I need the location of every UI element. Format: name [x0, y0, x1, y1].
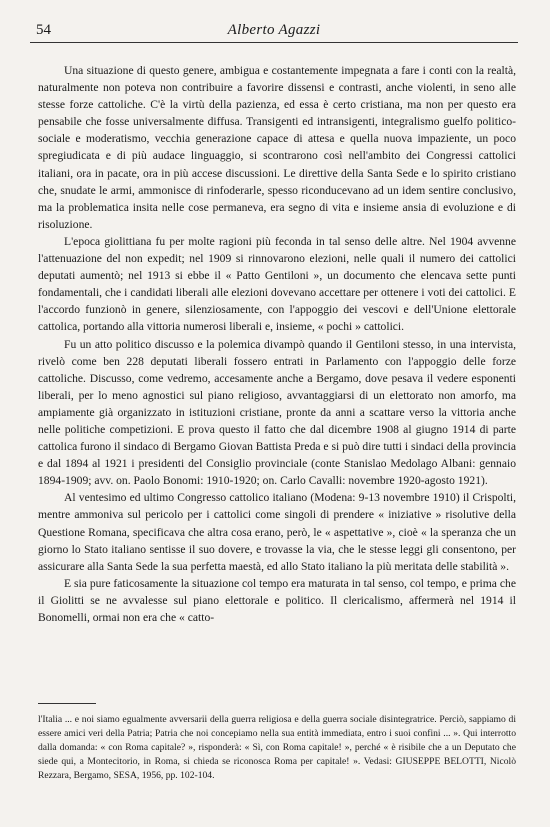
- body-text: [38, 62, 516, 626]
- footnote-text: l'Italia ... e noi siamo egualmente avversarii della guerra religiosa e della guerra sociale disintegratrice. Perciò, sappiamo di essere amici veri della Patria; Patria che noi concepiamo nella sua entità immediata, entro i suoi confini ... ». Qui interrotto dalla domanda: « con Roma capitale? », risponderà: « Sì, con Roma capitale! », perché « è risibile che a un Deputato che siede qui, a Montecitorio, in Roma, si chieda se riconosca Roma per capitale! ». Vedasi: GIUSEPPE BELOTTI, Nicolò Rezzara, Bergamo, SESA, 1956, pp. 102-104.: [38, 714, 516, 782]
- footnote-rule: [38, 703, 96, 704]
- paragraph-2: L'epoca giolittiana fu per molte ragioni più feconda in tal senso delle altre. Nel 1904 avvenne l'attenuazione del non expedit; nel 1909 si rinnovarono elezioni, nelle quali il numero dei cattolici deputati aumentò; nel 1913 si ebbe il « Patto Gentiloni », un documento che elencava sette punti fondamentali, che i candidati liberali alle elezioni dovevano accettare per ottenere i voti dei cattolici. E l'accordo funzionò in genere, silenziosamente, con l'appoggio dei vescovi e dell'Unione elettorale cattolica, portando alla vittoria numerosi liberali e, insieme, « pochi » cattolici.: [38, 234, 516, 334]
- page-header: [30, 20, 518, 43]
- running-title: Alberto Agazzi: [227, 22, 321, 38]
- paragraph-4: Al ventesimo ed ultimo Congresso cattolico italiano (Modena: 9-13 novembre 1910) il Crispolti, mentre ammoniva sul pericolo per i cattolici come singoli di prendere « iniziative » risolutive della Questione Romana, specificava che altra cosa erano, però, le « aspettative », cioè « la speranza che un giorno lo Stato italiano sentisse il suo dovere, e trovasse la via, che le stesse leggi gli consentono, per assicurare alla Santa Sede la sua perfetta maestà, ed allo Stato italiano la più meritata delle stabilità ».: [38, 491, 516, 573]
- paragraph-5: E sia pure faticosamente la situazione col tempo era maturata in tal senso, col tempo, e prima che il Giolitti se ne avvalesse sul piano elettorale e politico. Il clericalismo, affermerà nel 1914 il Bonomelli, ormai non era che « catto-: [38, 576, 516, 624]
- paragraph-1: Una situazione di questo genere, ambigua e costantemente impegnata a fare i conti con la realtà, naturalmente non poteva non contribuire a favorire dissensi e contrasti, anche violenti, in seno alle stesse forze cattoliche. C'è la virtù della pazienza, ed essa è certo cristiana, ma non per questo era pensabile che fosse universalmente diffusa. Transigenti ed intransigenti, integralismo guelfo politico-sociale e moderatismo, vecchia generazione capace di attesa e quella nuova impaziente, un poco spregiudicata e di più audace linguaggio, si scontrarono così nell'ambito dei Congressi cattolici italiani, ora in pacate, ora in più accese discussioni. Le direttive della Santa Sede e lo spirito cristiano che, snudate le armi, ammonisce di rinfoderarle, spesso riconducevano ad un idem sentire conclusivo, ma la problematica insita nelle cose permaneva, era segno di vita e insieme ansia di evoluzione e di risoluzione.: [38, 64, 516, 231]
- footnote-block: [38, 713, 516, 783]
- paragraph-3: Fu un atto politico discusso e la polemica divampò quando il Gentiloni stesso, in una intervista, rivelò come ben 228 deputati liberali fossero entrati in Parlamento con l'appoggio delle forze cattoliche. Discusso, come vedremo, accesamente anche a Bergamo, dove pesava il vedere esponenti liberali, per lo meno agnostici sul piano religioso, avvantaggiarsi di un elettorato non amorfo, ma ampiamente già organizzato in istituzioni cristiane, pronte da anni a scattare verso la vittoria anche nelle politiche competizioni. E prova questo il fatto che dal dicembre 1908 al giugno 1914 di parte cattolica furono il sindaco di Bergamo Giovan Battista Preda e si può dire tutti i sindaci della provincia e dal 1894 al 1921 i presidenti del Consiglio provinciale (conte Stanislao Medolago Albani: gennaio 1894-1909; avv. on. Paolo Bonomi: 1910-1920; on. Carlo Cavalli: novembre 1920-agosto 1921).: [38, 337, 516, 488]
- page-number: 54: [36, 22, 51, 38]
